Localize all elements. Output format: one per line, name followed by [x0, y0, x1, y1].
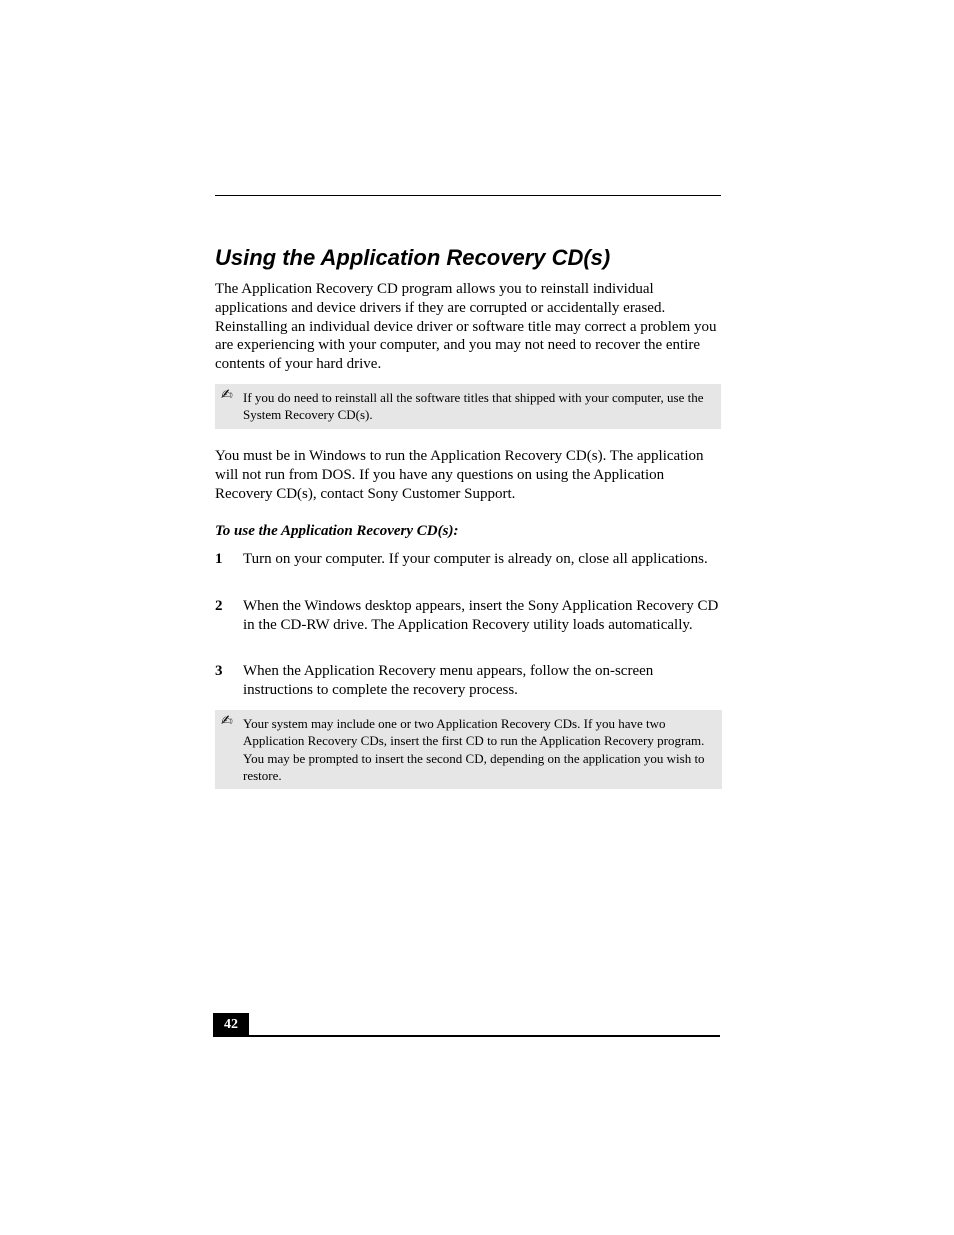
note-pencil-icon: ✍: [221, 713, 233, 729]
note-box-reinstall-all: [215, 384, 721, 429]
note-box-two-cds: [215, 710, 722, 789]
top-rule: [215, 195, 721, 196]
section-heading: Using the Application Recovery CD(s): [215, 245, 611, 270]
step-text: Turn on your computer. If your computer is already on, close all applications.: [243, 551, 708, 567]
procedure-title: To use the Application Recovery CD(s):: [215, 523, 459, 539]
step-number: 1: [215, 551, 223, 567]
intro-paragraph: The Application Recovery CD program allows you to reinstall individual applications and device drivers if they are corrupted or accidentally erased. Reinstalling an individual device driver or software title may correct a problem you are experiencing with your computer, and you may not need to recover the entire contents of your hard drive.: [215, 281, 717, 373]
bottom-rule: [213, 1035, 720, 1037]
page-number: 42: [213, 1013, 249, 1037]
step-number: 2: [215, 598, 223, 614]
step-text: When the Windows desktop appears, insert the Sony Application Recovery CD in the CD-RW drive. The Application Recovery utility loads automatically.: [243, 598, 719, 633]
note-text: Your system may include one or two Application Recovery CDs. If you have two Application Recovery CDs, insert the first CD to run the Application Recovery program. You may be prompted to insert the second CD, depending on the application you wish to restore.: [243, 716, 705, 783]
note-pencil-icon: ✍: [221, 387, 233, 403]
note-text: If you do need to reinstall all the software titles that shipped with your computer, use the System Recovery CD(s).: [243, 390, 704, 423]
step-number: 3: [215, 663, 223, 679]
windows-requirement-paragraph: You must be in Windows to run the Application Recovery CD(s). The application will not run from DOS. If you have any questions on using the Application Recovery CD(s), contact Sony Customer Support.: [215, 448, 704, 502]
step-text: When the Application Recovery menu appears, follow the on-screen instructions to complete the recovery process.: [243, 663, 654, 698]
